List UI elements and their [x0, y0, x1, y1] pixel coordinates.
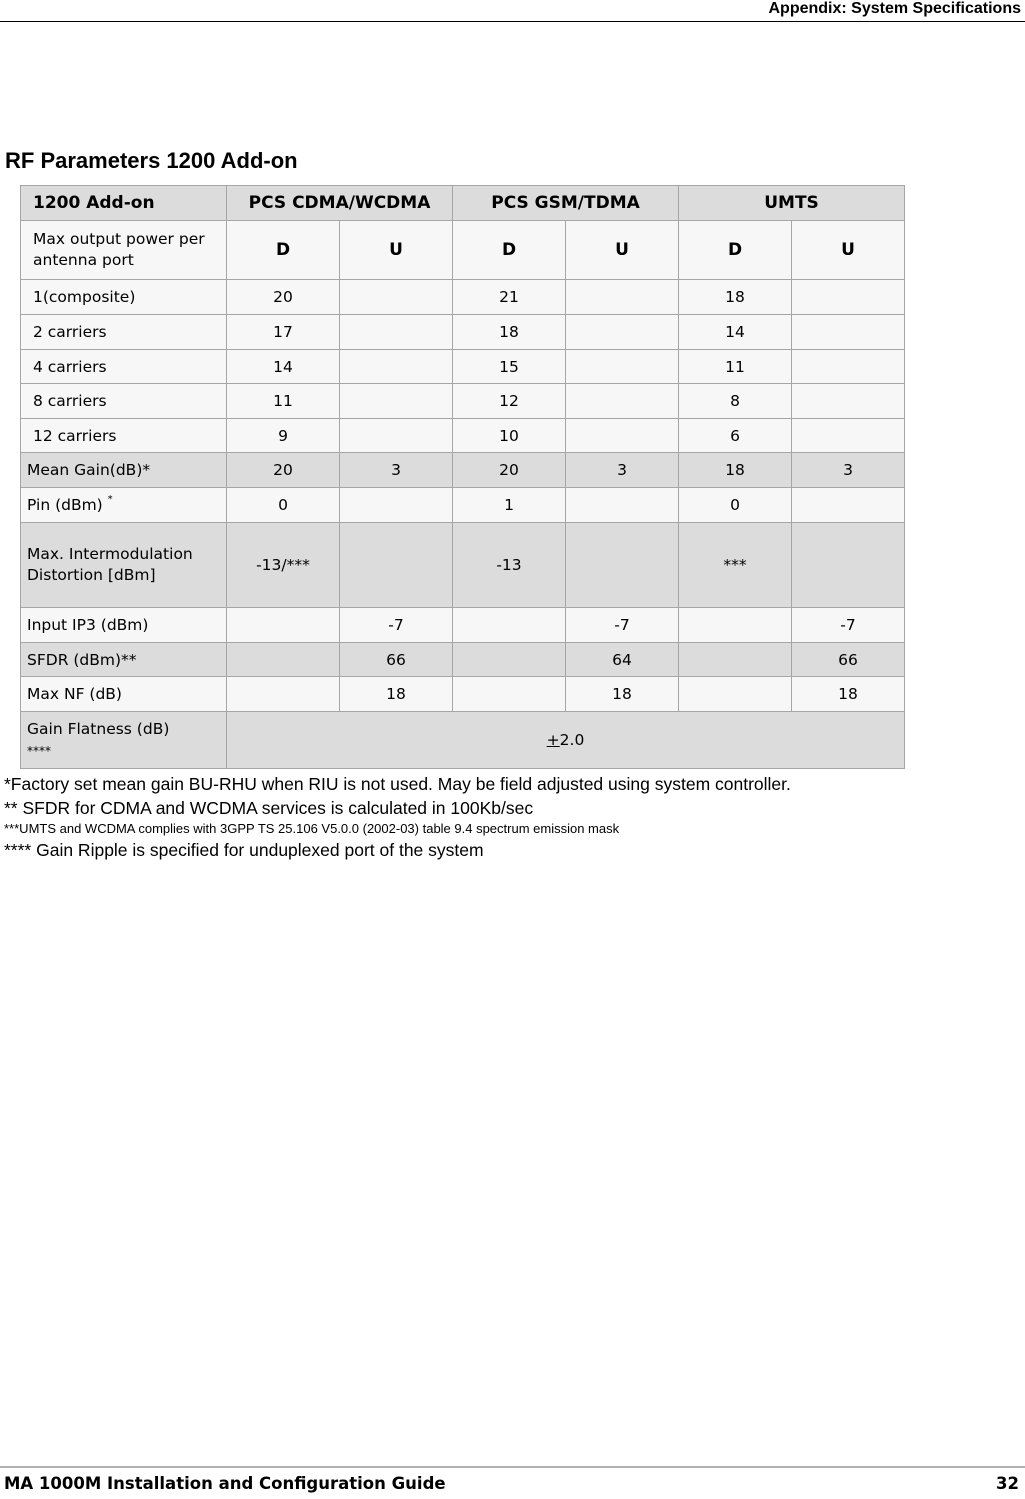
table-cell: [340, 523, 453, 608]
table-cell: 3: [792, 453, 905, 488]
row-label: 2 carriers: [21, 315, 227, 350]
table-cell: 18: [679, 280, 792, 315]
footnote: ***UMTS and WCDMA complies with 3GPP TS 25.106 V5.0.0 (2002-03) table 9.4 spectrum emission mask: [4, 821, 620, 836]
section-title: RF Parameters 1200 Add-on: [5, 148, 298, 173]
table-cell: 14: [227, 350, 340, 384]
table-cell: [792, 350, 905, 384]
table-cell: [340, 384, 453, 419]
footnote: *Factory set mean gain BU-RHU when RIU is not used. May be field adjusted using system controller.: [4, 774, 791, 794]
table-cell: [566, 350, 679, 384]
page-footer: [0, 1466, 1025, 1499]
table-cell: [227, 643, 340, 677]
row-label-text: Pin (dBm): [27, 496, 103, 514]
table-cell: 1: [453, 488, 566, 523]
direction-cell: U: [566, 221, 679, 280]
table-cell: [566, 419, 679, 453]
table-cell: -13: [453, 523, 566, 608]
table-cell: 20: [453, 453, 566, 488]
table-cell: [340, 315, 453, 350]
table-cell: 18: [792, 677, 905, 712]
row-label: Max. Intermodulation Distortion [dBm]: [21, 523, 227, 608]
table-cell: -7: [340, 608, 453, 643]
table-cell: 6: [679, 419, 792, 453]
header-label-cell: 1200 Add-on: [21, 186, 227, 221]
table-cell: -7: [792, 608, 905, 643]
table-cell: 9: [227, 419, 340, 453]
table-row: [21, 608, 905, 643]
table-cell: [679, 643, 792, 677]
table-cell: 64: [566, 643, 679, 677]
table-row: [21, 384, 905, 419]
table-cell: 11: [679, 350, 792, 384]
table-header-row: [21, 186, 905, 221]
table-cell: [453, 643, 566, 677]
table-cell: [566, 523, 679, 608]
table-cell: [566, 488, 679, 523]
row-label: 1(composite): [21, 280, 227, 315]
row-label-text: Gain Flatness (dB): [27, 719, 170, 738]
table-cell: [340, 350, 453, 384]
gain-flatness-number: 2.0: [559, 731, 585, 749]
table-cell: 3: [340, 453, 453, 488]
gain-flatness-row: [21, 712, 905, 769]
table-cell: 18: [566, 677, 679, 712]
table-cell: 17: [227, 315, 340, 350]
table-cell: 15: [453, 350, 566, 384]
table-row: [21, 350, 905, 384]
table-cell: 66: [792, 643, 905, 677]
table-cell: [566, 384, 679, 419]
footnotes: [4, 772, 791, 862]
table-cell: [340, 488, 453, 523]
table-row: [21, 315, 905, 350]
table-cell: [453, 608, 566, 643]
table-cell: -7: [566, 608, 679, 643]
table-row: [21, 643, 905, 677]
table-row: [21, 419, 905, 453]
table-cell: ***: [679, 523, 792, 608]
table-cell: 20: [227, 453, 340, 488]
table-cell: [453, 677, 566, 712]
table-cell: 10: [453, 419, 566, 453]
row-label: [21, 712, 227, 769]
direction-cell: U: [792, 221, 905, 280]
rf-parameters-table: [20, 185, 905, 769]
row-label: SFDR (dBm)**: [21, 643, 227, 677]
direction-row-label: Max output power per antenna port: [21, 221, 227, 280]
table-cell: 3: [566, 453, 679, 488]
table-row: [21, 453, 905, 488]
table-cell: 66: [340, 643, 453, 677]
table-row: [21, 280, 905, 315]
header-group-cell: PCS GSM/TDMA: [453, 186, 679, 221]
table-cell: [792, 315, 905, 350]
footnote: ** SFDR for CDMA and WCDMA services is calculated in 100Kb/sec: [4, 798, 534, 818]
table-cell: 20: [227, 280, 340, 315]
row-label: Input IP3 (dBm): [21, 608, 227, 643]
table-cell: 8: [679, 384, 792, 419]
table-cell: 18: [453, 315, 566, 350]
table-row: [21, 677, 905, 712]
header-group-cell: PCS CDMA/WCDMA: [227, 186, 453, 221]
direction-cell: D: [453, 221, 566, 280]
direction-cell: D: [227, 221, 340, 280]
table-row: [21, 488, 905, 523]
row-label: 8 carriers: [21, 384, 227, 419]
table-cell: 0: [679, 488, 792, 523]
direction-row: [21, 221, 905, 280]
table-cell: [792, 419, 905, 453]
plus-minus-sign: +: [546, 731, 560, 749]
page-number: 32: [996, 1474, 1019, 1493]
table-cell: 21: [453, 280, 566, 315]
table-cell: [792, 488, 905, 523]
table-cell: [792, 384, 905, 419]
header-group-cell: UMTS: [679, 186, 905, 221]
table-cell: 18: [679, 453, 792, 488]
table-cell: 18: [340, 677, 453, 712]
direction-cell: U: [340, 221, 453, 280]
footnote-mark: *: [107, 494, 113, 505]
row-label: 12 carriers: [21, 419, 227, 453]
table-cell: [227, 608, 340, 643]
gain-flatness-value: [227, 712, 905, 769]
table-cell: [566, 315, 679, 350]
table-cell: [679, 608, 792, 643]
page-header: [0, 0, 1025, 22]
table-row: [21, 523, 905, 608]
table-cell: 11: [227, 384, 340, 419]
footnote: **** Gain Ripple is specified for unduplexed port of the system: [4, 840, 484, 860]
row-label: Max NF (dB): [21, 677, 227, 712]
table-cell: -13/***: [227, 523, 340, 608]
footer-title: MA 1000M Installation and Configuration Guide: [4, 1474, 446, 1493]
table-cell: 14: [679, 315, 792, 350]
row-label: [21, 488, 227, 523]
table-cell: 12: [453, 384, 566, 419]
table-cell: [792, 280, 905, 315]
row-label: 4 carriers: [21, 350, 227, 384]
table-cell: [566, 280, 679, 315]
table-cell: [340, 419, 453, 453]
table-cell: [792, 523, 905, 608]
row-label: Mean Gain(dB)*: [21, 453, 227, 488]
table-cell: [340, 280, 453, 315]
direction-cell: D: [679, 221, 792, 280]
footnote-mark: ****: [27, 743, 51, 758]
table-cell: 0: [227, 488, 340, 523]
table-cell: [679, 677, 792, 712]
header-title: Appendix: System Specifications: [768, 0, 1021, 17]
table-cell: [227, 677, 340, 712]
